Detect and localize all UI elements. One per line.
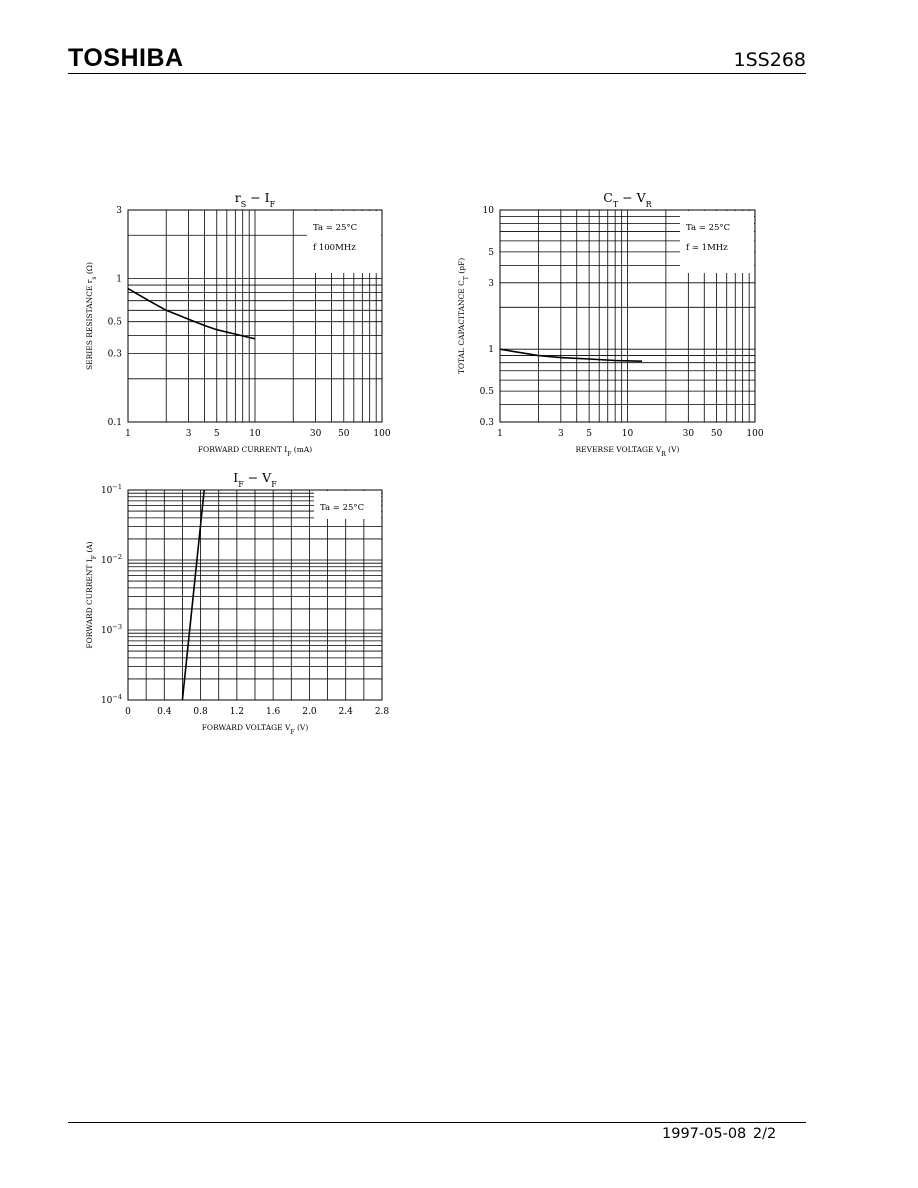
if-vf-xtick-label: 1.2 [229,707,245,717]
if-vf-xtick-label: 2.8 [374,707,390,717]
ct-vr-ytick-label: 5 [488,247,494,258]
ct-vr-xtick-label: 30 [682,429,695,439]
rs-if-xtick-label: 50 [338,429,350,439]
if-vf-xlabel: FORWARD VOLTAGE $V_F$ (V) [201,723,309,736]
rs-if-ytick-label: 0.3 [107,349,122,360]
rs-if-series-line [128,289,255,339]
ct-vr-chart [435,185,785,465]
rs-if-legend-box [307,211,381,273]
rs-if-ytick-label: 1 [116,274,122,285]
rs-if-annotation: f 100MHz [313,243,356,253]
footer-page: 2/2 [752,1126,777,1142]
footer-date: 1997-05-08 [662,1126,747,1142]
if-vf-chart [60,465,410,745]
rs-if-xlabel: FORWARD CURRENT $I_F$ (mA) [197,445,313,458]
rs-if-ytick-label: 3 [116,206,122,216]
part-number: 1SS268 [733,49,806,71]
ct-vr-ytick-label: 3 [488,278,494,289]
if-vf-xtick-label: 0 [125,707,131,717]
ct-vr-xtick-label: 5 [586,429,592,439]
ct-vr-ytick-label: 10 [482,206,494,216]
ct-vr-annotation: f = 1MHz [686,243,728,253]
ct-vr-title: $C_T - V_R$ [603,190,652,209]
rs-if-xtick-label: 30 [309,429,322,439]
if-vf-xtick-label: 1.6 [265,707,281,717]
ct-vr-xlabel: REVERSE VOLTAGE $V_R$ (V) [575,445,680,458]
rs-if-annotation: Ta = 25°C [313,223,358,233]
rs-if-title: $r_S - I_F$ [234,190,276,209]
rs-if-ylabel: SERIES RESISTANCE $r_s$ (Ω) [85,262,98,370]
rs-if-ytick-label: 0.5 [107,317,122,328]
brand-logo: TOSHIBA [68,44,184,72]
rs-if-ytick-label: 0.1 [107,418,122,428]
ct-vr-ytick-label: 0.3 [479,418,494,428]
if-vf-xtick-label: 2.4 [338,707,353,717]
if-vf-xtick-label: 0.4 [157,707,172,717]
rs-if-xtick-label: 10 [249,429,261,439]
if-vf-grid [128,490,382,700]
if-vf-ytick-label: $10^{-3}$ [100,623,122,636]
ct-vr-xtick-label: 50 [710,429,723,439]
ct-vr-xtick-label: 100 [746,429,764,439]
ct-vr-xtick-label: 10 [621,429,634,439]
rs-if-xtick-label: 1 [125,429,131,439]
rs-if-xtick-label: 3 [185,429,192,439]
if-vf-ylabel: FORWARD CURRENT $I_F$ (A) [85,541,98,649]
ct-vr-legend-box [680,211,754,273]
if-vf-annotation: Ta = 25°C [320,503,365,513]
ct-vr-xtick-label: 1 [497,429,503,439]
ct-vr-ytick-label: 0.5 [479,387,494,398]
header-rule [68,73,806,74]
ct-vr-xtick-label: 3 [557,429,564,439]
rs-if-xtick-label: 5 [213,429,220,439]
if-vf-xtick-label: 0.8 [193,707,208,717]
ct-vr-ytick-label: 1 [488,345,494,356]
if-vf-ytick-label: $10^{-2}$ [100,553,122,566]
if-vf-ytick-label: $10^{-4}$ [100,693,122,706]
footer-text [662,1126,776,1142]
ct-vr-ylabel: TOTAL CAPACITANCE $C_T$ (pF) [457,257,470,375]
if-vf-xtick-label: 2.0 [302,707,317,717]
ct-vr-annotation: Ta = 25°C [686,223,731,233]
rs-if-xtick-label: 100 [373,429,391,439]
if-vf-title: $I_F - V_F$ [233,470,277,489]
rs-if-chart [60,185,410,465]
footer-rule [68,1122,806,1123]
if-vf-ytick-label: $10^{-1}$ [100,483,122,496]
